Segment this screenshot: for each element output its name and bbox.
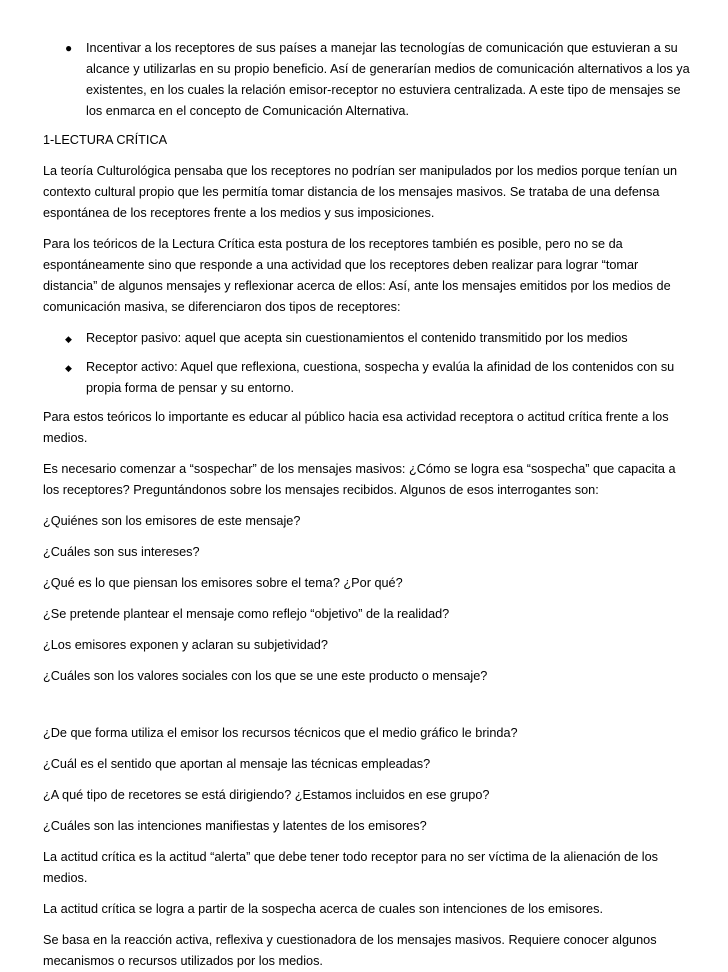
- closing-paragraph: La actitud crítica es la actitud “alerta” que debe tener todo receptor para no ser víctima de la alienación de los medios.: [43, 850, 658, 885]
- intro-bullet-text: Incentivar a los receptores de sus países a manejar las tecnologías de comunicación que estuvieran a su alcance y utilizarlas en su propio beneficio. Así de generarían medios de comunicación alternativos a los ya existentes, en los cuales la relación emisor-receptor no estuviera centralizada. A este tipo de mensajes se los enmarca en el concepto de Comunicación Alternativa.: [86, 41, 690, 118]
- receptor-type-item: [43, 357, 692, 399]
- question: ¿Cuál es el sentido que aportan al mensaje las técnicas empleadas?: [43, 757, 431, 771]
- question: ¿Se pretende plantear el mensaje como reflejo “objetivo” de la realidad?: [43, 607, 450, 621]
- question: ¿Los emisores exponen y aclaran su subjetividad?: [43, 638, 328, 652]
- paragraph: Es necesario comenzar a “sospechar” de los mensajes masivos: ¿Cómo se logra esa “sospecha” que capacita a los receptores? Preguntándonos sobre los mensajes recibidos. Algunos de esos interrogantes son:: [43, 462, 676, 497]
- intro-bullet-list: [43, 38, 692, 122]
- bullet-diamond-icon: ◆: [65, 363, 72, 373]
- paragraph: Para estos teóricos lo importante es educar al público hacia esa actividad receptora o actitud crítica frente a los medios.: [43, 410, 669, 445]
- question: ¿Cuáles son las intenciones manifiestas y latentes de los emisores?: [43, 819, 427, 833]
- intro-bullet-item: [43, 38, 692, 122]
- question: ¿De que forma utiliza el emisor los recursos técnicos que el medio gráfico le brinda?: [43, 726, 518, 740]
- question: ¿Quiénes son los emisores de este mensaje?: [43, 514, 301, 528]
- section-heading: 1-LECTURA CRÍTICA: [43, 133, 168, 147]
- blank-gap: [43, 697, 692, 723]
- bullet-dot-icon: ●: [65, 41, 73, 55]
- paragraph: La teoría Culturológica pensaba que los receptores no podrían ser manipulados por los medios porque tenían un contexto cultural propio que les permitía tomar distancia de los mensajes masivos. Se trataba de una defensa espontánea de los receptores frente a los medios y sus imposiciones.: [43, 164, 678, 220]
- receptor-type-item: [43, 328, 692, 349]
- question: ¿A qué tipo de recetores se está dirigiendo? ¿Estamos incluidos en ese grupo?: [43, 788, 490, 802]
- closing-paragraph: La actitud crítica se logra a partir de la sospecha acerca de cuales son intenciones de los emisores.: [43, 902, 603, 916]
- question: ¿Qué es lo que piensan los emisores sobre el tema? ¿Por qué?: [43, 576, 403, 590]
- receptor-type-text: Receptor activo: Aquel que reflexiona, cuestiona, sospecha y evalúa la afinidad de los contenidos con su propia forma de pensar y su entorno.: [86, 360, 675, 395]
- receptor-types-list: [43, 328, 692, 399]
- bullet-diamond-icon: ◆: [65, 334, 72, 344]
- question: ¿Cuáles son sus intereses?: [43, 545, 200, 559]
- question: ¿Cuáles son los valores sociales con los que se une este producto o mensaje?: [43, 669, 488, 683]
- receptor-type-text: Receptor pasivo: aquel que acepta sin cuestionamientos el contenido transmitido por los medios: [86, 331, 628, 345]
- closing-paragraph: Se basa en la reacción activa, reflexiva y cuestionadora de los mensajes masivos. Requiere conocer algunos mecanismos o recursos utilizados por los medios.: [43, 933, 657, 968]
- paragraph: Para los teóricos de la Lectura Crítica esta postura de los receptores también es posible, pero no se da espontáneamente sino que responde a una actividad que los receptores deben realizar para lograr “tomar distancia” de algunos mensajes y reflexionar acerca de ellos: Así, ante los mensajes emitidos por los medios de comunicación masiva, se diferenciaron dos tipos de receptores:: [43, 237, 671, 314]
